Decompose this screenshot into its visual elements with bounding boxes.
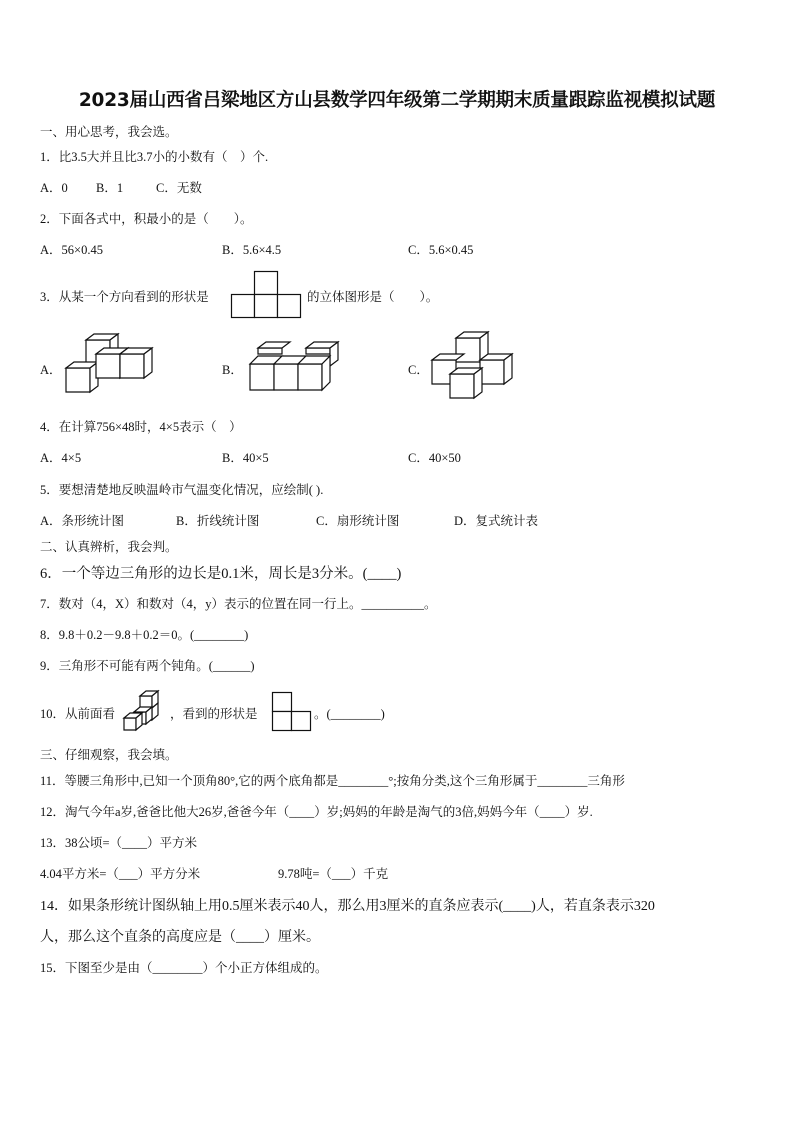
section-1-heading: 一、用心思考，我会选。 <box>40 125 178 139</box>
question-10-part-3: 。(________) <box>314 707 385 721</box>
question-13-line-2a: 4.04平方米=（___）平方分米 <box>40 867 201 881</box>
q4-option-c[interactable]: C．40×50 <box>408 451 461 465</box>
question-4: 4．在计算756×48时，4×5表示（ ） <box>40 420 242 434</box>
question-14-line-1: 14．如果条形统计图纵轴上用0.5厘米表示40人，那么用3厘米的直条应表示(____)人，若直条表示320 <box>40 899 655 914</box>
q1-option-b[interactable]: B．1 <box>96 181 124 195</box>
question-15: 15．下图至少是由（________）个小正方体组成的。 <box>40 961 328 975</box>
q1-option-c[interactable]: C．无数 <box>156 181 202 195</box>
section-2-heading: 二、认真辨析，我会判。 <box>40 540 178 554</box>
q4-option-a[interactable]: A．4×5 <box>40 451 82 465</box>
page-title: 2023届山西省吕梁地区方山县数学四年级第二学期期末质量跟踪监视模拟试题 <box>78 90 716 111</box>
question-13-line-1: 13．38公顷=（____）平方米 <box>40 836 198 850</box>
question-10-part-1: 10．从前面看 <box>40 707 116 721</box>
q3-option-a-cubes <box>66 338 156 396</box>
question-7: 7．数对（4，X）和数对（4，y）表示的位置在同一行上。__________。 <box>40 597 437 611</box>
question-1: 1．比3.5大并且比3.7小的小数有（ ）个. <box>40 150 269 164</box>
q3-view-figure <box>231 271 303 319</box>
q1-option-a[interactable]: A．0 <box>40 181 68 195</box>
q5-option-d[interactable]: D．复式统计表 <box>454 514 539 528</box>
q3-option-b-cubes <box>250 340 342 394</box>
question-6: 6．一个等边三角形的边长是0.1米，周长是3分米。(____) <box>40 566 402 582</box>
q3-option-b[interactable]: B． <box>222 363 243 377</box>
q5-option-b[interactable]: B．折线统计图 <box>176 514 260 528</box>
question-10-part-2: ，看到的形状是 <box>170 707 258 721</box>
q3-option-a[interactable]: A． <box>40 363 62 377</box>
q3-option-c[interactable]: C． <box>408 363 429 377</box>
q10-cube-figure <box>122 690 162 732</box>
question-8: 8．9.8＋0.2－9.8＋0.2＝0。(________) <box>40 628 249 642</box>
section-3-heading: 三、仔细观察，我会填。 <box>40 748 178 762</box>
q5-option-c[interactable]: C．扇形统计图 <box>316 514 400 528</box>
question-9: 9．三角形不可能有两个钝角。(______) <box>40 659 255 673</box>
question-3-part-1: 3．从某一个方向看到的形状是 <box>40 290 209 304</box>
q2-option-a[interactable]: A．56×0.45 <box>40 243 103 257</box>
question-11: 11．等腰三角形中,已知一个顶角80°,它的两个底角都是________°;按角分类,这个三角形属于________三角形 <box>40 774 625 788</box>
question-5: 5．要想清楚地反映温岭市气温变化情况，应绘制( ). <box>40 483 324 497</box>
question-14-line-2: 人，那么这个直条的高度应是（____）厘米。 <box>40 930 320 945</box>
question-13-line-2b: 9.78吨=（___）千克 <box>278 867 389 881</box>
q4-option-b[interactable]: B．40×5 <box>222 451 269 465</box>
question-3-part-2: 的立体图形是（ ）。 <box>307 290 439 304</box>
q2-option-c[interactable]: C．5.6×0.45 <box>408 243 474 257</box>
question-12: 12．淘气今年a岁,爸爸比他大26岁,爸爸今年（____）岁;妈妈的年龄是淘气的3倍,妈妈今年（____）岁. <box>40 805 593 819</box>
q10-view-figure <box>272 692 312 732</box>
q5-option-a[interactable]: A．条形统计图 <box>40 514 125 528</box>
q3-option-c-cubes <box>432 330 512 402</box>
q2-option-b[interactable]: B．5.6×4.5 <box>222 243 282 257</box>
question-2: 2．下面各式中，积最小的是（ ）。 <box>40 212 253 226</box>
